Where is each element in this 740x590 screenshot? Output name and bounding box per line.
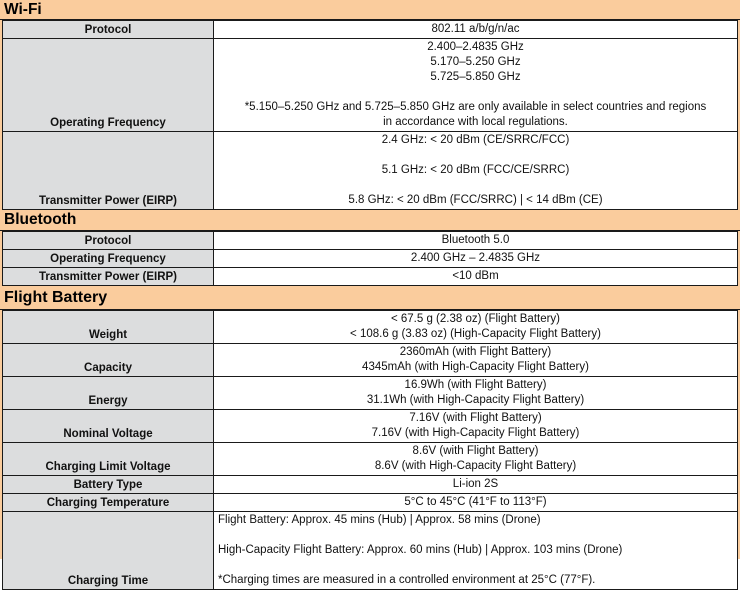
spec-value-line: Bluetooth 5.0: [441, 234, 510, 246]
spec-value-line: *Charging times are measured in a controlled environment at 25°C (77°F).: [218, 574, 596, 586]
spec-label: Protocol: [3, 21, 214, 39]
spec-value: [214, 410, 738, 443]
spec-value-line: 2.400 GHz – 2.4835 GHz: [410, 252, 541, 264]
spec-row-capacity: [3, 344, 738, 377]
section-header-bluetooth: [0, 210, 740, 231]
spec-value-line: High-Capacity Flight Battery: Approx. 60 mins (Hub) | Approx. 103 mins (Drone): [218, 544, 623, 556]
spec-value-line: <10 dBm: [452, 270, 499, 282]
spec-value-line: 2.400–2.4835 GHz: [427, 41, 524, 53]
spec-row-charging-limit-voltage: [3, 443, 738, 476]
spec-row-weight: [3, 311, 738, 344]
spec-value-line: [220, 178, 731, 193]
spec-value-line: < 67.5 g (2.38 oz) (Flight Battery): [390, 313, 561, 325]
section-title: Wi-Fi: [4, 1, 42, 18]
spec-label: Operating Frequency: [3, 39, 214, 132]
spec-value-line: < 108.6 g (3.83 oz) (High-Capacity Flight Battery): [350, 328, 601, 340]
spec-value-line: 5°C to 45°C (41°F to 113°F): [404, 496, 547, 508]
spec-value-line: 5.1 GHz: < 20 dBm (FCC/CE/SRRC): [381, 164, 570, 176]
spec-value-line: 7.16V (with High-Capacity Flight Battery): [371, 427, 580, 439]
spec-label: Charging Limit Voltage: [3, 443, 214, 476]
spec-label: Operating Frequency: [3, 250, 214, 268]
spec-value-line: 4345mAh (with High-Capacity Flight Battery): [362, 361, 589, 373]
spec-row-operating-frequency: [3, 250, 738, 268]
spec-value-line: 8.6V (with High-Capacity Flight Battery): [374, 460, 577, 472]
spec-label: Charging Temperature: [3, 494, 214, 512]
spec-value: [214, 311, 738, 344]
spec-label: Nominal Voltage: [3, 410, 214, 443]
spec-value: [214, 250, 738, 268]
spec-label: Weight: [3, 311, 214, 344]
spec-value-line: 16.9Wh (with Flight Battery): [404, 379, 547, 391]
spec-row-charging-temperature: [3, 494, 738, 512]
spec-label: Protocol: [3, 232, 214, 250]
spec-value: [214, 443, 738, 476]
spec-value-line: [220, 148, 731, 163]
spec-value: [214, 377, 738, 410]
spec-value-line: Li-ion 2S: [452, 478, 499, 490]
spec-value: [214, 39, 738, 132]
spec-value-line: [220, 85, 731, 100]
spec-value-line: Flight Battery: Approx. 45 mins (Hub) | Approx. 58 mins (Drone): [218, 514, 541, 526]
spec-row-operating-frequency: [3, 39, 738, 132]
spec-value-line: 2.4 GHz: < 20 dBm (CE/SRRC/FCC): [381, 134, 570, 146]
spec-table-flight-battery: [2, 310, 738, 590]
spec-value-line: 8.6V (with Flight Battery): [412, 445, 539, 457]
section-header-wifi: [0, 0, 740, 20]
spec-table-bluetooth: [2, 231, 738, 286]
spec-value-line: [218, 528, 731, 543]
spec-row-battery-type: [3, 476, 738, 494]
spec-value: [214, 132, 738, 210]
section-title: Bluetooth: [4, 211, 77, 228]
spec-value: [214, 21, 738, 39]
spec-row-energy: [3, 377, 738, 410]
spec-row-protocol: [3, 21, 738, 39]
spec-value-line: 31.1Wh (with High-Capacity Flight Battery): [366, 394, 585, 406]
spec-value-line: [218, 558, 731, 573]
spec-value: [214, 476, 738, 494]
spec-value: [214, 268, 738, 286]
spec-value: [214, 512, 738, 590]
spec-row-transmitter-power: [3, 268, 738, 286]
spec-value-line: *5.150–5.250 GHz and 5.725–5.850 GHz are only available in select countries and regions: [244, 101, 707, 113]
spec-row-transmitter-power: [3, 132, 738, 210]
section-header-flight-battery: [0, 286, 740, 310]
spec-row-protocol: [3, 232, 738, 250]
spec-label: Transmitter Power (EIRP): [3, 132, 214, 210]
spec-label: Capacity: [3, 344, 214, 377]
spec-value-line: 5.170–5.250 GHz: [430, 56, 521, 68]
spec-value-line: 2360mAh (with Flight Battery): [399, 346, 552, 358]
spec-label: Charging Time: [3, 512, 214, 590]
spec-value-line: 5.725–5.850 GHz: [430, 71, 521, 83]
spec-value-line: in accordance with local regulations.: [383, 116, 568, 128]
spec-value-line: 5.8 GHz: < 20 dBm (FCC/SRRC) | < 14 dBm (CE): [348, 194, 603, 206]
spec-value-line: 7.16V (with Flight Battery): [409, 412, 542, 424]
spec-row-charging-time: [3, 512, 738, 590]
spec-value: [214, 232, 738, 250]
spec-label: Battery Type: [3, 476, 214, 494]
spec-value: [214, 494, 738, 512]
spec-row-nominal-voltage: [3, 410, 738, 443]
spec-value: [214, 344, 738, 377]
spec-label: Energy: [3, 377, 214, 410]
spec-table-wifi: [2, 20, 738, 210]
section-title: Flight Battery: [4, 289, 108, 306]
spec-label: Transmitter Power (EIRP): [3, 268, 214, 286]
spec-value-line: 802.11 a/b/g/n/ac: [431, 23, 520, 35]
